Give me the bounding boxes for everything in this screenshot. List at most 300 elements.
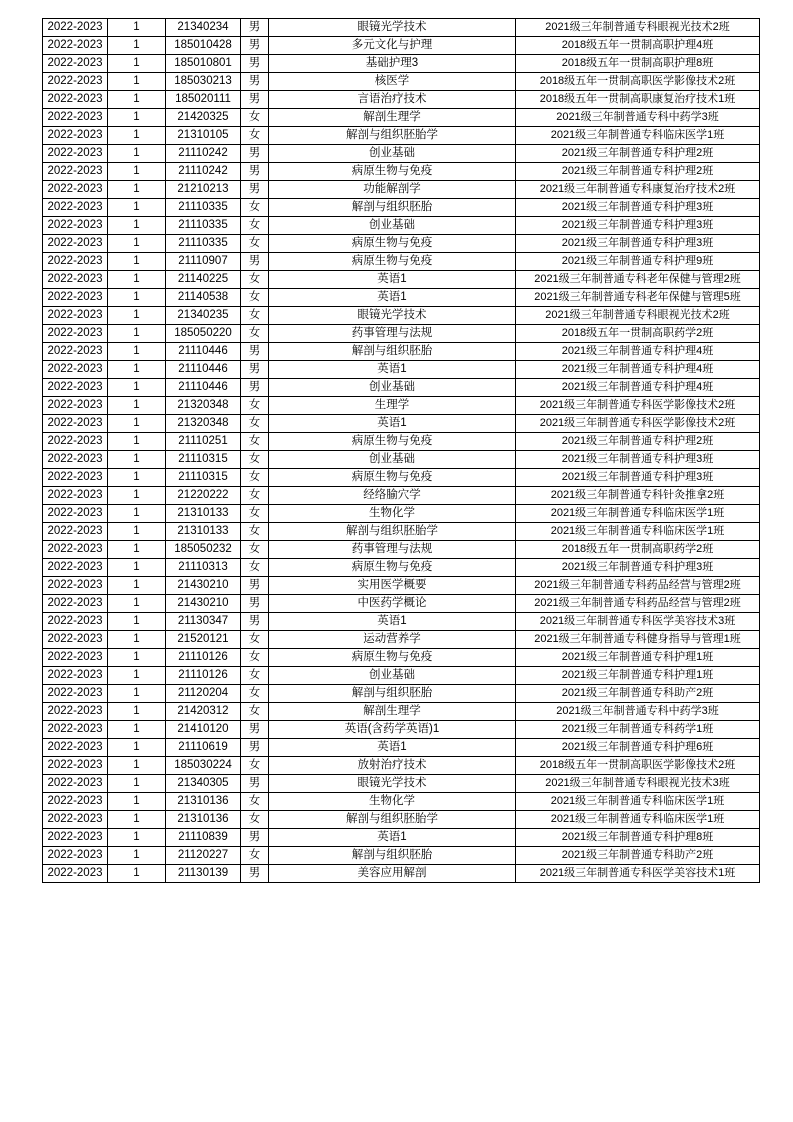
table-row: [43, 775, 760, 793]
table-row: [43, 37, 760, 55]
class-name-cell: 2021级三年制普通专科临床医学1班: [516, 505, 760, 523]
class-name-cell: 2021级三年制普通专科护理2班: [516, 163, 760, 181]
semester-cell: 1: [108, 829, 166, 847]
gender-cell: 女: [241, 757, 269, 775]
table-row: [43, 127, 760, 145]
class-name-cell: 2021级三年制普通专科医学美容技术3班: [516, 613, 760, 631]
class-name-cell: 2021级三年制普通专科中药学3班: [516, 703, 760, 721]
academic-year-cell: 2022-2023: [43, 739, 108, 757]
gender-cell: 男: [241, 775, 269, 793]
table-row: [43, 577, 760, 595]
gender-cell: 女: [241, 505, 269, 523]
student-id-cell: 185020111: [166, 91, 241, 109]
table-row: [43, 559, 760, 577]
student-id-cell: 21310105: [166, 127, 241, 145]
student-id-cell: 21310133: [166, 523, 241, 541]
class-name-cell: 2021级三年制普通专科中药学3班: [516, 109, 760, 127]
class-name-cell: 2018级五年一贯制高职康复治疗技术1班: [516, 91, 760, 109]
semester-cell: 1: [108, 19, 166, 37]
semester-cell: 1: [108, 289, 166, 307]
course-name-cell: 解剖与组织胚胎: [269, 685, 516, 703]
gender-cell: 男: [241, 37, 269, 55]
class-name-cell: 2021级三年制普通专科助产2班: [516, 685, 760, 703]
gender-cell: 女: [241, 415, 269, 433]
academic-year-cell: 2022-2023: [43, 667, 108, 685]
student-id-cell: 21110446: [166, 361, 241, 379]
semester-cell: 1: [108, 91, 166, 109]
academic-year-cell: 2022-2023: [43, 307, 108, 325]
student-id-cell: 185030213: [166, 73, 241, 91]
student-id-cell: 21110619: [166, 739, 241, 757]
table-row: [43, 325, 760, 343]
student-id-cell: 21110242: [166, 163, 241, 181]
table-row: [43, 595, 760, 613]
exam-roster-table: [42, 18, 760, 883]
semester-cell: 1: [108, 757, 166, 775]
semester-cell: 1: [108, 451, 166, 469]
course-name-cell: 解剖与组织胚胎学: [269, 523, 516, 541]
course-name-cell: 多元文化与护理: [269, 37, 516, 55]
gender-cell: 女: [241, 397, 269, 415]
class-name-cell: 2021级三年制普通专科护理3班: [516, 451, 760, 469]
course-name-cell: 生物化学: [269, 505, 516, 523]
academic-year-cell: 2022-2023: [43, 145, 108, 163]
student-id-cell: 185030224: [166, 757, 241, 775]
academic-year-cell: 2022-2023: [43, 829, 108, 847]
course-name-cell: 创业基础: [269, 217, 516, 235]
academic-year-cell: 2022-2023: [43, 469, 108, 487]
gender-cell: 女: [241, 127, 269, 145]
table-row: [43, 703, 760, 721]
semester-cell: 1: [108, 487, 166, 505]
class-name-cell: 2021级三年制普通专科护理1班: [516, 649, 760, 667]
gender-cell: 女: [241, 631, 269, 649]
course-name-cell: 病原生物与免疫: [269, 163, 516, 181]
student-id-cell: 21420325: [166, 109, 241, 127]
class-name-cell: 2021级三年制普通专科护理1班: [516, 667, 760, 685]
student-id-cell: 21120227: [166, 847, 241, 865]
course-name-cell: 病原生物与免疫: [269, 469, 516, 487]
student-id-cell: 21430210: [166, 577, 241, 595]
class-name-cell: 2021级三年制普通专科老年保健与管理5班: [516, 289, 760, 307]
course-name-cell: 英语1: [269, 415, 516, 433]
course-name-cell: 放射治疗技术: [269, 757, 516, 775]
academic-year-cell: 2022-2023: [43, 775, 108, 793]
table-row: [43, 217, 760, 235]
academic-year-cell: 2022-2023: [43, 757, 108, 775]
academic-year-cell: 2022-2023: [43, 451, 108, 469]
class-name-cell: 2021级三年制普通专科药品经营与管理2班: [516, 577, 760, 595]
academic-year-cell: 2022-2023: [43, 127, 108, 145]
academic-year-cell: 2022-2023: [43, 433, 108, 451]
table-row: [43, 253, 760, 271]
student-id-cell: 21340305: [166, 775, 241, 793]
table-row: [43, 541, 760, 559]
student-id-cell: 21110335: [166, 199, 241, 217]
semester-cell: 1: [108, 109, 166, 127]
class-name-cell: 2021级三年制普通专科老年保健与管理2班: [516, 271, 760, 289]
class-name-cell: 2018级五年一贯制高职药学2班: [516, 541, 760, 559]
academic-year-cell: 2022-2023: [43, 37, 108, 55]
academic-year-cell: 2022-2023: [43, 217, 108, 235]
class-name-cell: 2018级五年一贯制高职医学影像技术2班: [516, 757, 760, 775]
course-name-cell: 解剖与组织胚胎: [269, 343, 516, 361]
semester-cell: 1: [108, 343, 166, 361]
student-id-cell: 21340235: [166, 307, 241, 325]
class-name-cell: 2021级三年制普通专科医学影像技术2班: [516, 397, 760, 415]
academic-year-cell: 2022-2023: [43, 73, 108, 91]
course-name-cell: 病原生物与免疫: [269, 433, 516, 451]
academic-year-cell: 2022-2023: [43, 325, 108, 343]
student-id-cell: 21140225: [166, 271, 241, 289]
semester-cell: 1: [108, 397, 166, 415]
class-name-cell: 2021级三年制普通专科护理3班: [516, 199, 760, 217]
student-id-cell: 21110839: [166, 829, 241, 847]
semester-cell: 1: [108, 703, 166, 721]
course-name-cell: 病原生物与免疫: [269, 559, 516, 577]
course-name-cell: 眼镜光学技术: [269, 19, 516, 37]
academic-year-cell: 2022-2023: [43, 559, 108, 577]
table-row: [43, 307, 760, 325]
table-row: [43, 685, 760, 703]
course-name-cell: 解剖与组织胚胎: [269, 847, 516, 865]
semester-cell: 1: [108, 865, 166, 883]
gender-cell: 女: [241, 217, 269, 235]
class-name-cell: 2021级三年制普通专科护理3班: [516, 469, 760, 487]
table-row: [43, 469, 760, 487]
table-row: [43, 793, 760, 811]
academic-year-cell: 2022-2023: [43, 271, 108, 289]
academic-year-cell: 2022-2023: [43, 289, 108, 307]
class-name-cell: 2021级三年制普通专科药学1班: [516, 721, 760, 739]
student-id-cell: 21320348: [166, 397, 241, 415]
semester-cell: 1: [108, 37, 166, 55]
academic-year-cell: 2022-2023: [43, 379, 108, 397]
semester-cell: 1: [108, 523, 166, 541]
gender-cell: 男: [241, 55, 269, 73]
semester-cell: 1: [108, 199, 166, 217]
course-name-cell: 生物化学: [269, 793, 516, 811]
gender-cell: 女: [241, 847, 269, 865]
table-row: [43, 631, 760, 649]
course-name-cell: 创业基础: [269, 451, 516, 469]
course-name-cell: 眼镜光学技术: [269, 775, 516, 793]
academic-year-cell: 2022-2023: [43, 199, 108, 217]
class-name-cell: 2018级五年一贯制高职护理8班: [516, 55, 760, 73]
student-id-cell: 21110335: [166, 235, 241, 253]
student-id-cell: 21520121: [166, 631, 241, 649]
gender-cell: 男: [241, 379, 269, 397]
course-name-cell: 功能解剖学: [269, 181, 516, 199]
semester-cell: 1: [108, 253, 166, 271]
gender-cell: 女: [241, 649, 269, 667]
semester-cell: 1: [108, 325, 166, 343]
course-name-cell: 英语1: [269, 613, 516, 631]
academic-year-cell: 2022-2023: [43, 253, 108, 271]
gender-cell: 男: [241, 739, 269, 757]
table-row: [43, 91, 760, 109]
student-id-cell: 21220222: [166, 487, 241, 505]
gender-cell: 女: [241, 685, 269, 703]
table-row: [43, 181, 760, 199]
semester-cell: 1: [108, 379, 166, 397]
gender-cell: 女: [241, 811, 269, 829]
table-row: [43, 829, 760, 847]
course-name-cell: 英语1: [269, 739, 516, 757]
class-name-cell: 2021级三年制普通专科护理4班: [516, 343, 760, 361]
student-id-cell: 21310133: [166, 505, 241, 523]
gender-cell: 男: [241, 163, 269, 181]
gender-cell: 女: [241, 109, 269, 127]
semester-cell: 1: [108, 181, 166, 199]
gender-cell: 男: [241, 19, 269, 37]
academic-year-cell: 2022-2023: [43, 847, 108, 865]
gender-cell: 女: [241, 469, 269, 487]
student-id-cell: 21120204: [166, 685, 241, 703]
class-name-cell: 2021级三年制普通专科医学美容技术1班: [516, 865, 760, 883]
student-id-cell: 21310136: [166, 793, 241, 811]
student-id-cell: 21110126: [166, 649, 241, 667]
semester-cell: 1: [108, 667, 166, 685]
semester-cell: 1: [108, 649, 166, 667]
gender-cell: 女: [241, 289, 269, 307]
student-id-cell: 185050232: [166, 541, 241, 559]
semester-cell: 1: [108, 127, 166, 145]
academic-year-cell: 2022-2023: [43, 685, 108, 703]
course-name-cell: 基础护理3: [269, 55, 516, 73]
student-id-cell: 21310136: [166, 811, 241, 829]
student-id-cell: 21110313: [166, 559, 241, 577]
course-name-cell: 美容应用解剖: [269, 865, 516, 883]
table-row: [43, 739, 760, 757]
class-name-cell: 2021级三年制普通专科护理6班: [516, 739, 760, 757]
course-name-cell: 解剖与组织胚胎: [269, 199, 516, 217]
semester-cell: 1: [108, 541, 166, 559]
student-id-cell: 21110315: [166, 469, 241, 487]
gender-cell: 男: [241, 595, 269, 613]
student-id-cell: 21110251: [166, 433, 241, 451]
table-row: [43, 397, 760, 415]
class-name-cell: 2021级三年制普通专科护理3班: [516, 559, 760, 577]
course-name-cell: 核医学: [269, 73, 516, 91]
table-row: [43, 379, 760, 397]
gender-cell: 女: [241, 325, 269, 343]
student-id-cell: 185050220: [166, 325, 241, 343]
semester-cell: 1: [108, 595, 166, 613]
academic-year-cell: 2022-2023: [43, 541, 108, 559]
gender-cell: 女: [241, 667, 269, 685]
course-name-cell: 英语1: [269, 829, 516, 847]
class-name-cell: 2021级三年制普通专科健身指导与管理1班: [516, 631, 760, 649]
class-name-cell: 2021级三年制普通专科医学影像技术2班: [516, 415, 760, 433]
gender-cell: 女: [241, 487, 269, 505]
table-row: [43, 343, 760, 361]
table-row: [43, 523, 760, 541]
class-name-cell: 2021级三年制普通专科护理2班: [516, 433, 760, 451]
course-name-cell: 药事管理与法规: [269, 541, 516, 559]
gender-cell: 男: [241, 361, 269, 379]
student-id-cell: 21410120: [166, 721, 241, 739]
semester-cell: 1: [108, 775, 166, 793]
course-name-cell: 创业基础: [269, 145, 516, 163]
student-id-cell: 21130347: [166, 613, 241, 631]
academic-year-cell: 2022-2023: [43, 595, 108, 613]
class-name-cell: 2021级三年制普通专科护理8班: [516, 829, 760, 847]
table-row: [43, 55, 760, 73]
class-name-cell: 2021级三年制普通专科护理4班: [516, 361, 760, 379]
semester-cell: 1: [108, 163, 166, 181]
class-name-cell: 2021级三年制普通专科眼视光技术2班: [516, 19, 760, 37]
gender-cell: 女: [241, 433, 269, 451]
course-name-cell: 药事管理与法规: [269, 325, 516, 343]
academic-year-cell: 2022-2023: [43, 181, 108, 199]
semester-cell: 1: [108, 73, 166, 91]
academic-year-cell: 2022-2023: [43, 361, 108, 379]
gender-cell: 女: [241, 523, 269, 541]
class-name-cell: 2021级三年制普通专科护理3班: [516, 217, 760, 235]
academic-year-cell: 2022-2023: [43, 163, 108, 181]
class-name-cell: 2021级三年制普通专科药品经营与管理2班: [516, 595, 760, 613]
course-name-cell: 解剖与组织胚胎学: [269, 811, 516, 829]
student-id-cell: 21110242: [166, 145, 241, 163]
student-id-cell: 185010801: [166, 55, 241, 73]
semester-cell: 1: [108, 307, 166, 325]
academic-year-cell: 2022-2023: [43, 397, 108, 415]
class-name-cell: 2018级五年一贯制高职护理4班: [516, 37, 760, 55]
table-row: [43, 613, 760, 631]
gender-cell: 男: [241, 865, 269, 883]
class-name-cell: 2021级三年制普通专科护理4班: [516, 379, 760, 397]
academic-year-cell: 2022-2023: [43, 631, 108, 649]
semester-cell: 1: [108, 793, 166, 811]
semester-cell: 1: [108, 631, 166, 649]
semester-cell: 1: [108, 469, 166, 487]
class-name-cell: 2021级三年制普通专科助产2班: [516, 847, 760, 865]
semester-cell: 1: [108, 847, 166, 865]
class-name-cell: 2018级五年一贯制高职医学影像技术2班: [516, 73, 760, 91]
class-name-cell: 2021级三年制普通专科眼视光技术2班: [516, 307, 760, 325]
academic-year-cell: 2022-2023: [43, 343, 108, 361]
academic-year-cell: 2022-2023: [43, 649, 108, 667]
table-row: [43, 505, 760, 523]
table-row: [43, 73, 760, 91]
class-name-cell: 2021级三年制普通专科临床医学1班: [516, 523, 760, 541]
semester-cell: 1: [108, 361, 166, 379]
gender-cell: 男: [241, 829, 269, 847]
class-name-cell: 2018级五年一贯制高职药学2班: [516, 325, 760, 343]
academic-year-cell: 2022-2023: [43, 415, 108, 433]
student-id-cell: 21210213: [166, 181, 241, 199]
academic-year-cell: 2022-2023: [43, 577, 108, 595]
class-name-cell: 2021级三年制普通专科护理3班: [516, 235, 760, 253]
table-row: [43, 757, 760, 775]
gender-cell: 女: [241, 703, 269, 721]
table-row: [43, 865, 760, 883]
academic-year-cell: 2022-2023: [43, 235, 108, 253]
semester-cell: 1: [108, 613, 166, 631]
semester-cell: 1: [108, 739, 166, 757]
course-name-cell: 运动营养学: [269, 631, 516, 649]
course-name-cell: 生理学: [269, 397, 516, 415]
table-row: [43, 109, 760, 127]
gender-cell: 女: [241, 793, 269, 811]
academic-year-cell: 2022-2023: [43, 91, 108, 109]
class-name-cell: 2021级三年制普通专科临床医学1班: [516, 811, 760, 829]
semester-cell: 1: [108, 577, 166, 595]
class-name-cell: 2021级三年制普通专科临床医学1班: [516, 793, 760, 811]
course-name-cell: 眼镜光学技术: [269, 307, 516, 325]
academic-year-cell: 2022-2023: [43, 721, 108, 739]
course-name-cell: 英语(含药学英语)1: [269, 721, 516, 739]
student-id-cell: 21110907: [166, 253, 241, 271]
semester-cell: 1: [108, 433, 166, 451]
gender-cell: 女: [241, 541, 269, 559]
table-row: [43, 163, 760, 181]
gender-cell: 男: [241, 91, 269, 109]
course-name-cell: 解剖生理学: [269, 703, 516, 721]
gender-cell: 男: [241, 73, 269, 91]
course-name-cell: 解剖与组织胚胎学: [269, 127, 516, 145]
class-name-cell: 2021级三年制普通专科护理9班: [516, 253, 760, 271]
student-id-cell: 21130139: [166, 865, 241, 883]
semester-cell: 1: [108, 217, 166, 235]
course-name-cell: 中医药学概论: [269, 595, 516, 613]
academic-year-cell: 2022-2023: [43, 487, 108, 505]
gender-cell: 女: [241, 235, 269, 253]
table-row: [43, 667, 760, 685]
table-row: [43, 19, 760, 37]
table-row: [43, 199, 760, 217]
gender-cell: 男: [241, 181, 269, 199]
table-row: [43, 235, 760, 253]
gender-cell: 男: [241, 721, 269, 739]
gender-cell: 女: [241, 559, 269, 577]
student-id-cell: 21320348: [166, 415, 241, 433]
academic-year-cell: 2022-2023: [43, 793, 108, 811]
gender-cell: 男: [241, 145, 269, 163]
student-id-cell: 21430210: [166, 595, 241, 613]
academic-year-cell: 2022-2023: [43, 523, 108, 541]
course-name-cell: 解剖生理学: [269, 109, 516, 127]
table-row: [43, 271, 760, 289]
student-id-cell: 21110335: [166, 217, 241, 235]
semester-cell: 1: [108, 505, 166, 523]
academic-year-cell: 2022-2023: [43, 865, 108, 883]
semester-cell: 1: [108, 559, 166, 577]
course-name-cell: 病原生物与免疫: [269, 253, 516, 271]
course-name-cell: 言语治疗技术: [269, 91, 516, 109]
academic-year-cell: 2022-2023: [43, 811, 108, 829]
table-row: [43, 145, 760, 163]
table-row: [43, 847, 760, 865]
student-id-cell: 21110126: [166, 667, 241, 685]
gender-cell: 女: [241, 199, 269, 217]
course-name-cell: 病原生物与免疫: [269, 235, 516, 253]
student-id-cell: 21110315: [166, 451, 241, 469]
course-name-cell: 经络腧穴学: [269, 487, 516, 505]
table-row: [43, 361, 760, 379]
class-name-cell: 2021级三年制普通专科康复治疗技术2班: [516, 181, 760, 199]
academic-year-cell: 2022-2023: [43, 505, 108, 523]
class-name-cell: 2021级三年制普通专科临床医学1班: [516, 127, 760, 145]
table-row: [43, 649, 760, 667]
table-row: [43, 811, 760, 829]
student-id-cell: 185010428: [166, 37, 241, 55]
gender-cell: 男: [241, 613, 269, 631]
semester-cell: 1: [108, 55, 166, 73]
gender-cell: 女: [241, 271, 269, 289]
class-name-cell: 2021级三年制普通专科眼视光技术3班: [516, 775, 760, 793]
